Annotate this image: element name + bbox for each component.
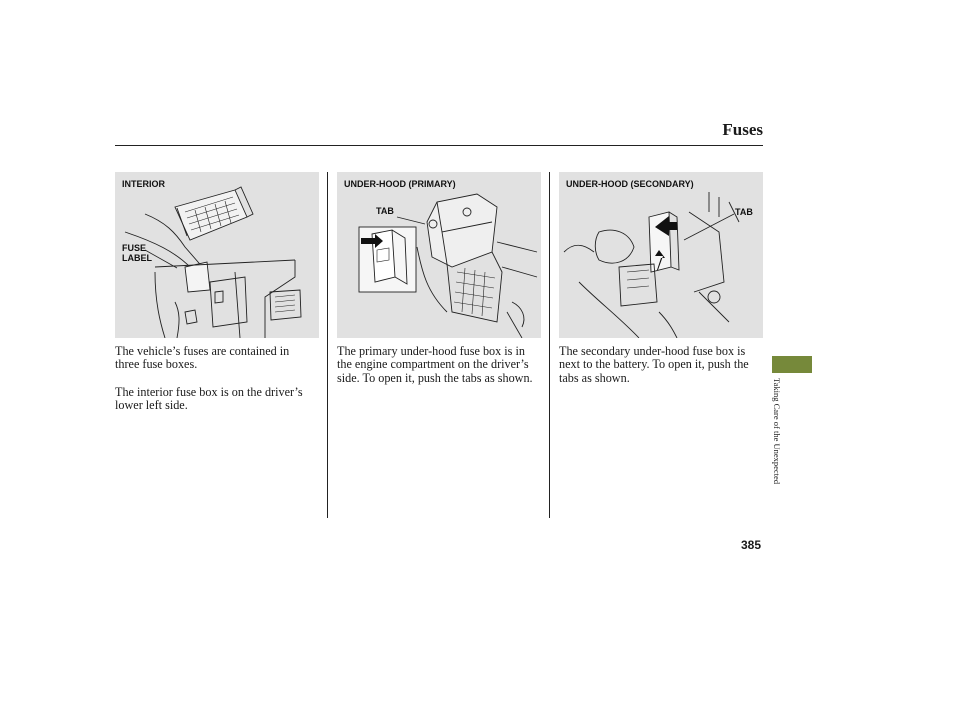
tab-callout-secondary: TAB bbox=[735, 207, 753, 217]
page-title: Fuses bbox=[722, 120, 763, 139]
tab-callout-primary: TAB bbox=[376, 206, 394, 216]
header-rule bbox=[115, 145, 763, 146]
fuse-label-callout: FUSE LABEL bbox=[122, 243, 152, 263]
figure-label-interior: INTERIOR bbox=[122, 179, 166, 189]
column-interior-text bbox=[115, 345, 315, 426]
section-tab-marker bbox=[772, 356, 812, 373]
column-divider bbox=[549, 172, 550, 518]
figure-label-primary: UNDER-HOOD (PRIMARY) bbox=[344, 179, 456, 189]
figure-underhood-primary bbox=[337, 172, 541, 338]
section-side-label: Taking Care of the Unexpected bbox=[772, 378, 782, 485]
figure-label-secondary: UNDER-HOOD (SECONDARY) bbox=[566, 179, 694, 189]
paragraph: The secondary under-hood fuse box is next to the battery. To open it, push the tabs as shown. bbox=[559, 344, 749, 385]
column-primary-text bbox=[337, 345, 537, 399]
figure-underhood-secondary bbox=[559, 172, 763, 338]
page-number: 385 bbox=[741, 538, 762, 552]
secondary-fuse-box-illustration bbox=[559, 172, 763, 338]
column-secondary-text bbox=[559, 345, 759, 399]
primary-fuse-box-illustration bbox=[337, 172, 541, 338]
paragraph: The vehicle’s fuses are contained in three fuse boxes. bbox=[115, 344, 290, 372]
paragraph: The primary under-hood fuse box is in the engine compartment on the driver’s side. To open it, push the tabs as shown. bbox=[337, 344, 533, 385]
column-divider bbox=[327, 172, 328, 518]
figure-interior bbox=[115, 172, 319, 338]
paragraph: The interior fuse box is on the driver’s lower left side. bbox=[115, 384, 303, 412]
